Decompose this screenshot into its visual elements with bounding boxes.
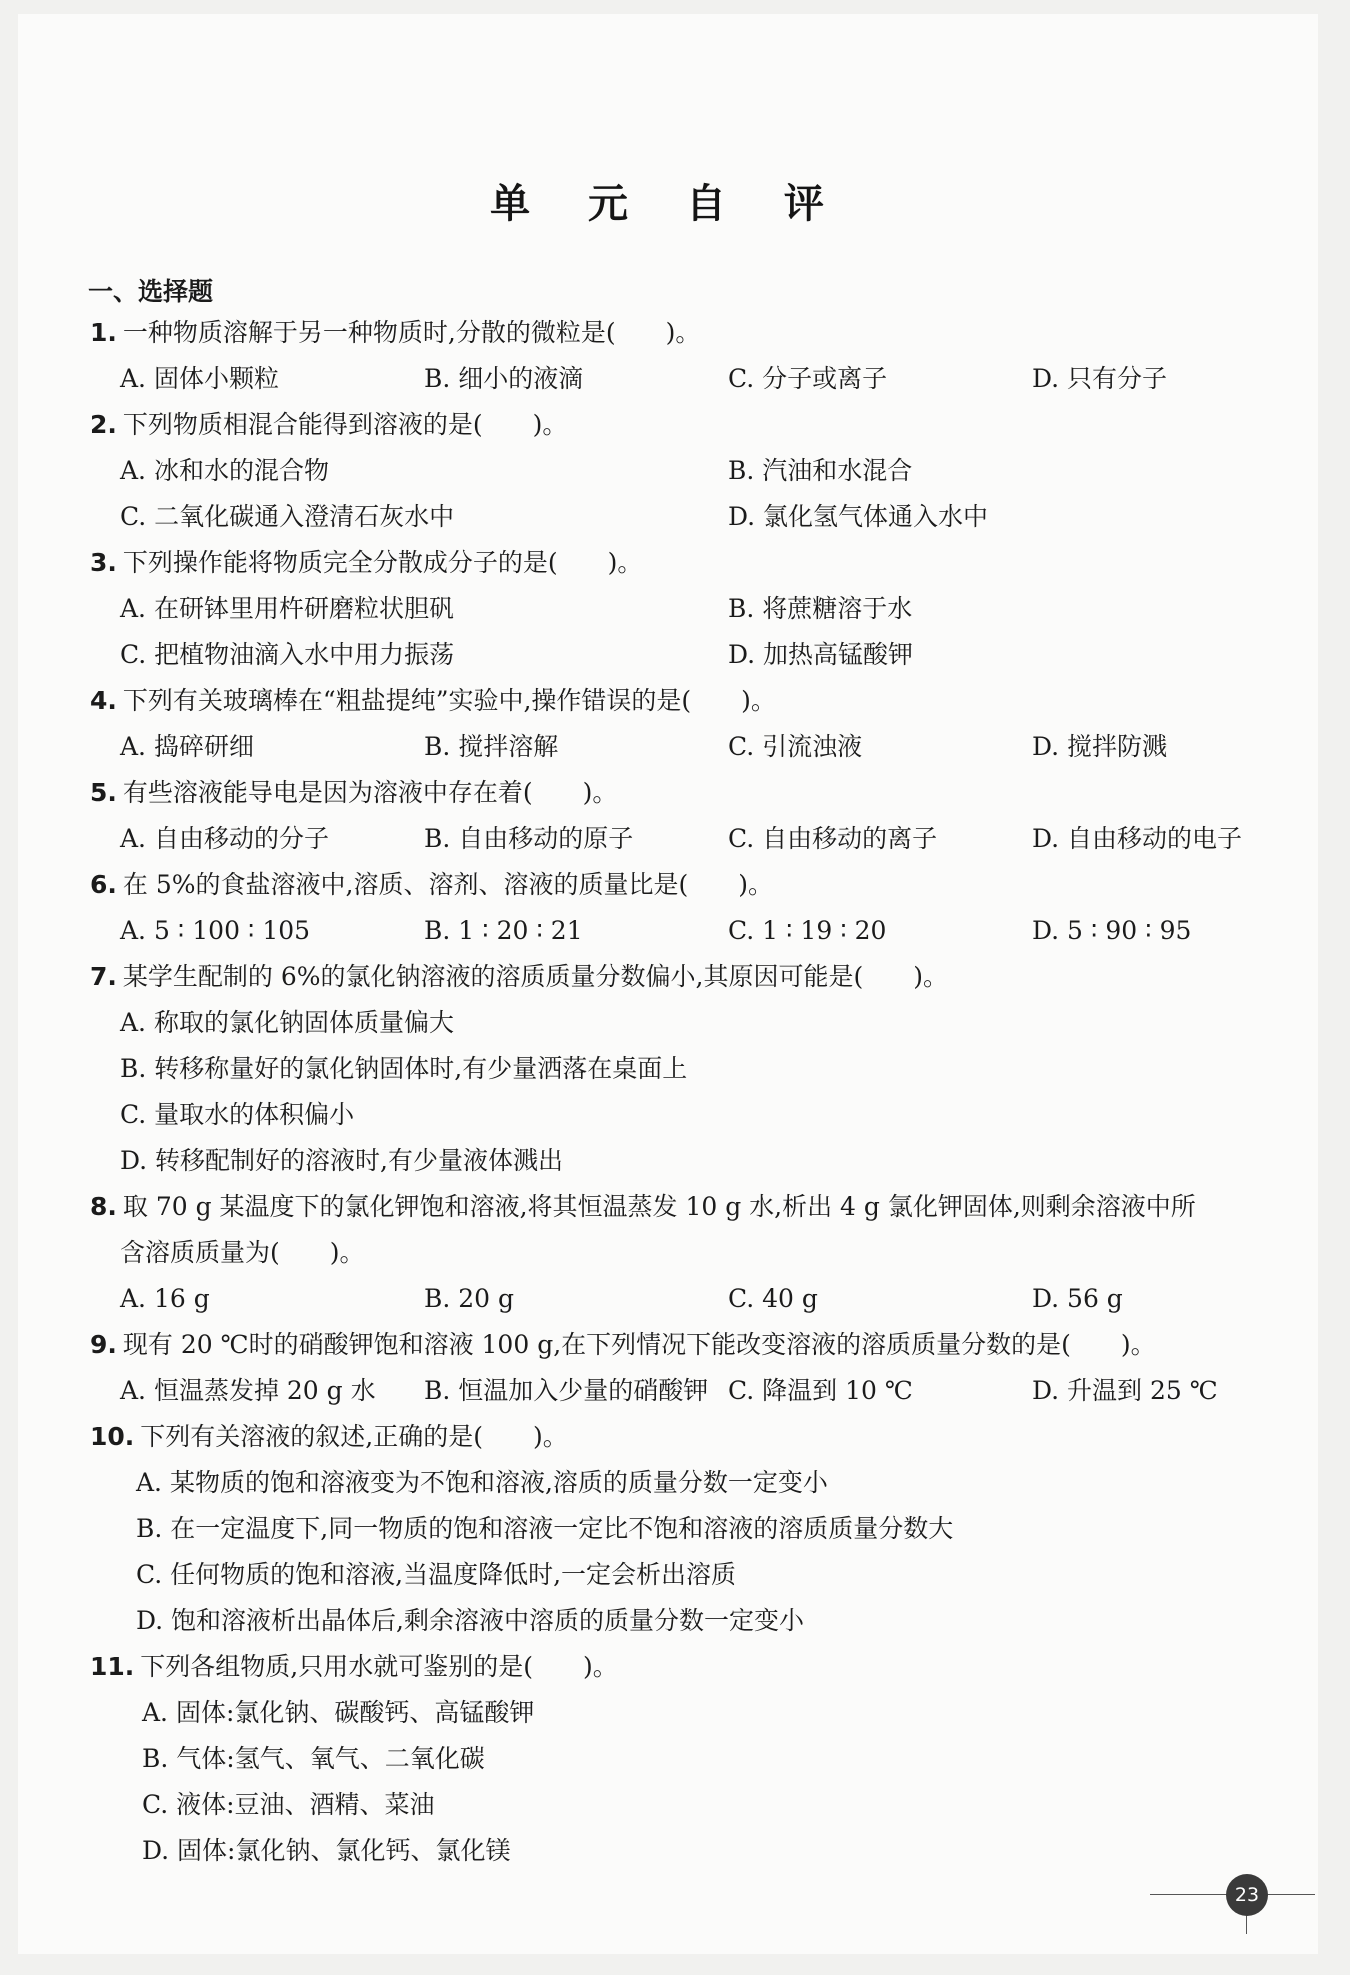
options-row — [136, 1460, 1350, 1506]
question-3 — [90, 540, 1290, 586]
options-row — [120, 356, 1340, 402]
question-number: 11. — [90, 1652, 135, 1681]
options-row — [120, 724, 1340, 770]
question-text: 有些溶液能导电是因为溶液中存在着( )。 — [122, 778, 618, 807]
option-d[interactable]: D. 固体:氯化钠、氯化钙、氯化镁 — [142, 1836, 511, 1865]
option-d[interactable]: D. 56 g — [1032, 1284, 1123, 1313]
option-c[interactable]: C. 引流浊液 — [728, 732, 863, 761]
options-row — [142, 1736, 1350, 1782]
option-a[interactable]: A. 称取的氯化钠固体质量偏大 — [120, 1008, 454, 1037]
question-text: 下列各组物质,只用水就可鉴别的是( )。 — [140, 1652, 618, 1681]
option-c[interactable]: C. 任何物质的饱和溶液,当温度降低时,一定会析出溶质 — [136, 1560, 737, 1589]
option-a[interactable]: A. 固体:氯化钠、碳酸钙、高锰酸钾 — [142, 1698, 535, 1727]
options-row — [142, 1782, 1350, 1828]
page — [18, 14, 1318, 1954]
question-number: 8. — [90, 1192, 117, 1221]
option-b[interactable]: B. 气体:氢气、氧气、二氧化碳 — [142, 1744, 485, 1773]
question-text: 下列操作能将物质完全分散成分子的是( )。 — [122, 548, 643, 577]
options-row — [120, 1368, 1340, 1414]
question-7 — [90, 954, 1290, 1000]
options-row — [120, 494, 1340, 540]
option-a[interactable]: A. 捣碎研细 — [120, 732, 254, 761]
question-text: 在 5%的食盐溶液中,溶质、溶剂、溶液的质量比是( )。 — [122, 870, 773, 899]
options-row — [120, 1138, 1340, 1184]
option-b[interactable]: B. 细小的液滴 — [424, 364, 584, 393]
option-c[interactable]: C. 40 g — [728, 1284, 818, 1313]
options-row — [120, 1046, 1340, 1092]
option-c[interactable]: C. 1 ∶ 19 ∶ 20 — [728, 916, 887, 945]
options-row — [120, 908, 1340, 954]
option-c[interactable]: C. 自由移动的离子 — [728, 824, 938, 853]
question-number: 4. — [90, 686, 117, 715]
question-text: 取 70 g 某温度下的氯化钾饱和溶液,将其恒温蒸发 10 g 水,析出 4 g 氯化钾固体,则剩余溶液中所 — [122, 1192, 1196, 1221]
page-number: 23 — [1226, 1874, 1268, 1916]
option-a[interactable]: A. 固体小颗粒 — [120, 364, 279, 393]
option-b[interactable]: B. 搅拌溶解 — [424, 732, 559, 761]
option-c[interactable]: C. 量取水的体积偏小 — [120, 1100, 355, 1129]
question-10 — [90, 1414, 1290, 1460]
question-text: 某学生配制的 6%的氯化钠溶液的溶质质量分数偏小,其原因可能是( )。 — [122, 962, 948, 991]
option-c[interactable]: C. 液体:豆油、酒精、菜油 — [142, 1790, 435, 1819]
question-number: 7. — [90, 962, 117, 991]
options-row — [142, 1690, 1350, 1736]
options-row — [120, 816, 1340, 862]
question-number: 3. — [90, 548, 117, 577]
option-b[interactable]: B. 自由移动的原子 — [424, 824, 634, 853]
options-row — [142, 1828, 1350, 1874]
option-b[interactable]: B. 转移称量好的氯化钠固体时,有少量洒落在桌面上 — [120, 1054, 688, 1083]
option-d[interactable]: D. 搅拌防溅 — [1032, 732, 1168, 761]
option-d[interactable]: D. 加热高锰酸钾 — [728, 640, 914, 669]
option-c[interactable]: C. 降温到 10 ℃ — [728, 1376, 913, 1405]
options-row — [136, 1506, 1350, 1552]
question-number: 2. — [90, 410, 117, 439]
options-row — [120, 586, 1340, 632]
options-row — [120, 1000, 1340, 1046]
option-b[interactable]: B. 汽油和水混合 — [728, 456, 913, 485]
option-b[interactable]: B. 1 ∶ 20 ∶ 21 — [424, 916, 583, 945]
option-b[interactable]: B. 在一定温度下,同一物质的饱和溶液一定比不饱和溶液的溶质质量分数大 — [136, 1514, 954, 1543]
question-number: 1. — [90, 318, 117, 347]
page-title: 单 元 自 评 — [490, 180, 846, 227]
option-a[interactable]: A. 恒温蒸发掉 20 g 水 — [120, 1376, 376, 1405]
options-row — [136, 1552, 1350, 1598]
question-text: 含溶质质量为( )。 — [120, 1238, 365, 1267]
options-row — [120, 1092, 1340, 1138]
option-a[interactable]: A. 冰和水的混合物 — [120, 456, 329, 485]
question-number: 9. — [90, 1330, 117, 1359]
question-number: 10. — [90, 1422, 135, 1451]
question-text: 现有 20 ℃时的硝酸钾饱和溶液 100 g,在下列情况下能改变溶液的溶质质量分数的是( )。 — [122, 1330, 1156, 1359]
option-c[interactable]: C. 二氧化碳通入澄清石灰水中 — [120, 502, 455, 531]
option-d[interactable]: D. 升温到 25 ℃ — [1032, 1376, 1218, 1405]
option-d[interactable]: D. 只有分子 — [1032, 364, 1168, 393]
option-b[interactable]: B. 恒温加入少量的硝酸钾 — [424, 1376, 709, 1405]
option-d[interactable]: D. 5 ∶ 90 ∶ 95 — [1032, 916, 1192, 945]
option-a[interactable]: A. 某物质的饱和溶液变为不饱和溶液,溶质的质量分数一定变小 — [136, 1468, 828, 1497]
question-9 — [90, 1322, 1290, 1368]
option-a[interactable]: A. 在研钵里用杵研磨粒状胆矾 — [120, 594, 454, 623]
option-b[interactable]: B. 20 g — [424, 1284, 515, 1313]
option-b[interactable]: B. 将蔗糖溶于水 — [728, 594, 913, 623]
options-row — [120, 632, 1340, 678]
question-11 — [90, 1644, 1290, 1690]
question-5 — [90, 770, 1290, 816]
question-8 — [90, 1184, 1290, 1230]
question-text: 下列有关溶液的叙述,正确的是( )。 — [140, 1422, 568, 1451]
option-d[interactable]: D. 饱和溶液析出晶体后,剩余溶液中溶质的质量分数一定变小 — [136, 1606, 804, 1635]
option-a[interactable]: A. 5 ∶ 100 ∶ 105 — [120, 916, 311, 945]
question-2 — [90, 402, 1290, 448]
question-6 — [90, 862, 1290, 908]
options-row — [120, 1276, 1340, 1322]
question-4 — [90, 678, 1290, 724]
question-1 — [90, 310, 1290, 356]
option-c[interactable]: C. 分子或离子 — [728, 364, 888, 393]
option-d[interactable]: D. 自由移动的电子 — [1032, 824, 1243, 853]
question-text: 下列物质相混合能得到溶液的是( )。 — [122, 410, 568, 439]
section-heading: 一、选择题 — [88, 277, 214, 306]
options-row — [120, 448, 1340, 494]
option-a[interactable]: A. 自由移动的分子 — [120, 824, 329, 853]
question-number: 6. — [90, 870, 117, 899]
question-8-continued — [120, 1230, 1320, 1276]
question-text: 下列有关玻璃棒在“粗盐提纯”实验中,操作错误的是( )。 — [122, 686, 776, 715]
question-number: 5. — [90, 778, 117, 807]
option-c[interactable]: C. 把植物油滴入水中用力振荡 — [120, 640, 455, 669]
options-row — [136, 1598, 1350, 1644]
option-d[interactable]: D. 氯化氢气体通入水中 — [728, 502, 989, 531]
option-a[interactable]: A. 16 g — [120, 1284, 210, 1313]
option-d[interactable]: D. 转移配制好的溶液时,有少量液体溅出 — [120, 1146, 563, 1175]
question-text: 一种物质溶解于另一种物质时,分散的微粒是( )。 — [122, 318, 701, 347]
